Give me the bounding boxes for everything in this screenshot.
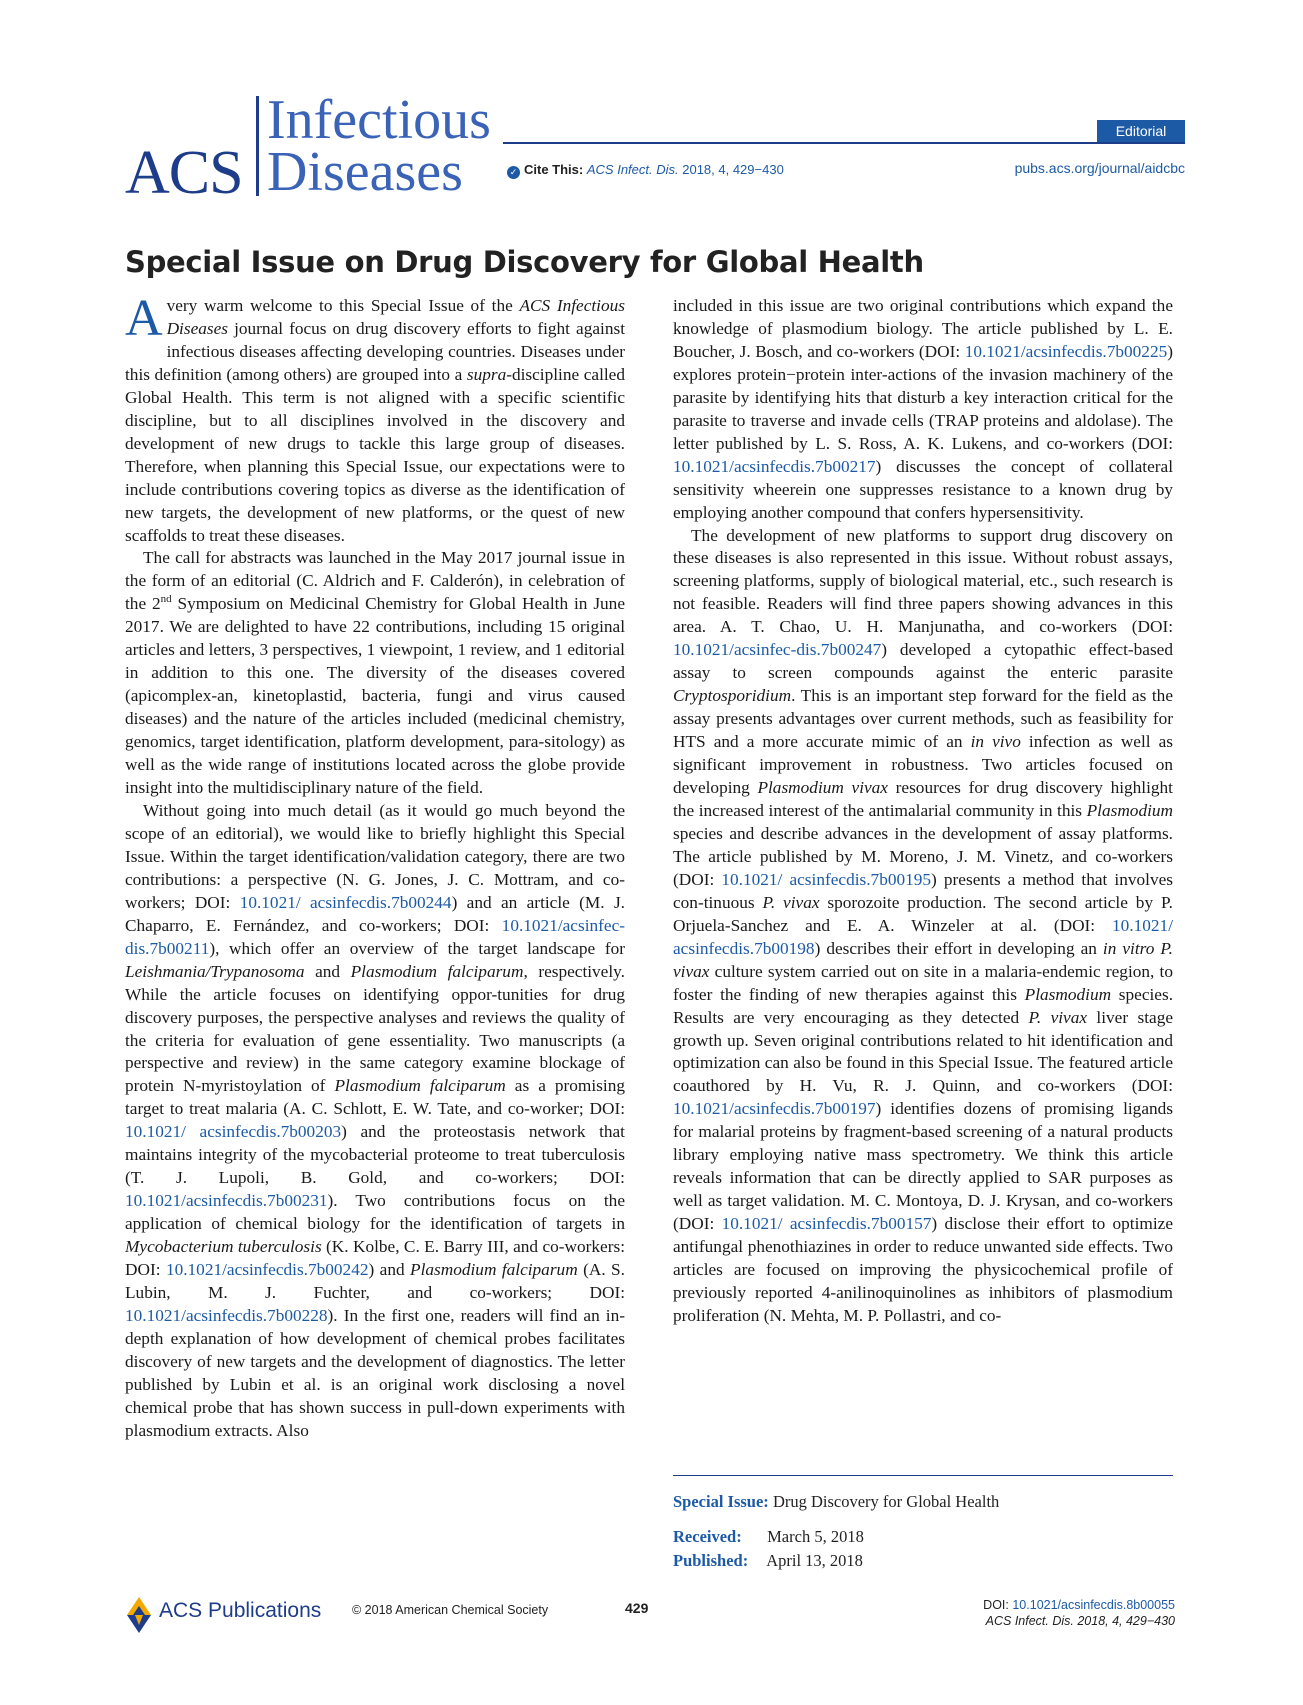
doi-link[interactable]: 10.1021/acsinfecdis.7b00242 bbox=[165, 1260, 369, 1280]
received-label: Received: bbox=[673, 1527, 742, 1546]
paragraph: included in this issue are two original contributions which expand the knowledge of plasmodium biology. The article published by L. E. Boucher, J. Bosch, and co-workers (DOI: 10.1021/acsinfecdis.7b00225) explores protein−protein inter-actions of the invasion machinery of the parasite by identifying hits that disturb a key interaction critical for the parasite to traverse and invade cells (TRAP proteins and aldolase). The letter published by L. S. Ross, A. K. Lukens, and co-workers (DOI: 10.1021/acsinfecdis.7b00217) discusses the concept of collateral sensitivity wheerein one suppresses resistance to a known drug by employing another compound that confers hypersensitivity. bbox=[673, 296, 1173, 522]
article-title: Special Issue on Drug Discovery for Global Health bbox=[125, 245, 924, 279]
doi-link[interactable]: 10.1021/ acsinfecdis.7b00203 bbox=[125, 1122, 342, 1142]
footer-doi-link[interactable]: 10.1021/acsinfecdis.8b00055 bbox=[1012, 1598, 1175, 1612]
page-number: 429 bbox=[625, 1600, 649, 1616]
footer-doi-label: DOI: bbox=[983, 1598, 1009, 1612]
paragraph: The call for abstracts was launched in the May 2017 journal issue in the form of an editorial (C. Aldrich and F. Calderón), in celebration of the 2nd Symposium on Medicinal Chemistry for Global Health in June 2017. We are delighted to have 22 contributions, including 15 original articles and letters, 3 perspectives, 1 viewpoint, 1 review, and 1 editorial in addition to this one. The diversity of the diseases covered (apicomplex-an, kinetoplastid, bacteria, fungi and virus caused diseases) and the nature of the articles included (medicinal chemistry, genomics, target identification, platform development, para-sitology) as well as the wide range of institutions located across the globe provide insight into the multidisciplinary nature of the field. bbox=[125, 548, 625, 798]
body-column-left bbox=[125, 290, 625, 1443]
cite-reference[interactable]: 2018, 4, 429−430 bbox=[682, 162, 784, 177]
drop-cap: A bbox=[125, 290, 163, 347]
doi-link[interactable]: 10.1021/acsinfec-dis.7b00211 bbox=[125, 915, 625, 958]
paragraph: Avery warm welcome to this Special Issue of the ACS Infectious Diseases journal focus on drug discovery efforts to fight against infectious diseases affecting developing countries. Diseases under this definition (among others) are grouped into a supra-discipline called Global Health. This term is not aligned with a specific scientific discipline, but to all disciplines involved in the discovery and development of new drugs to tackle this large group of diseases. Therefore, when planning this Special Issue, our expectations were to include contributions covering topics as diverse as the identification of new targets, the development of new platforms, or the quest of new scaffolds to treat these diseases. bbox=[125, 290, 625, 545]
paragraph: The development of new platforms to support drug discovery on these diseases is also represented in this issue. Without robust assays, screening platforms, supply of biological material, etc., such research is not feasible. Readers will find three papers showing advances in this area. A. T. Chao, U. H. Manjunatha, and co-workers (DOI: 10.1021/acsinfec-dis.7b00247) developed a cytopathic effect-based assay to screen compounds against the enteric parasite Cryptosporidium. This is an important step forward for the field as the assay presents advantages over current methods, such as feasibility for HTS and a more accurate mimic of an in vivo infection as well as significant improvement in robustness. Two articles focused on developing Plasmodium vivax resources for drug discovery highlight the increased interest of the antimalarial community in this Plasmodium species and describe advances in the development of assay platforms. The article published by M. Moreno, J. M. Vinetz, and co-workers (DOI: 10.1021/ acsinfecdis.7b00195) presents a method that involves con-tinuous P. vivax sporozoite production. The second article by P. Orjuela-Sanchez and E. A. Winzeler at al. (DOI: 10.1021/ acsinfecdis.7b00198) describes their effort in developing an in vitro P. vivax culture system carried out on site in a malaria-endemic region, to foster the finding of new therapies against this Plasmodium species. Results are very encouraging as they detected P. vivax liver stage growth up. Seven original contributions related to hit identification and optimization can also be found in this Special Issue. The featured article coauthored by H. Vu, R. J. Quinn, and co-workers (DOI: 10.1021/acsinfecdis.7b00197) identifies dozens of promising ligands for malarial proteins by fragment-based screening of a natural products library employing native mass spectrometry. We think this article reveals information that can be directly applied to SAR purposes as well as target validation. M. C. Montoya, D. J. Krysan, and co-workers (DOI: 10.1021/ acsinfecdis.7b00157) disclose their effort to optimize antifungal phenothiazines in order to reduce unwanted side effects. Two articles are focused on improving the physicochemical profile of previously reported 4-anilinoquinolines as inhibitors of plasmodium proliferation (N. Mehta, M. P. Pollastri, and co- bbox=[673, 525, 1174, 1325]
copyright: © 2018 American Chemical Society bbox=[352, 1603, 549, 1617]
cite-this[interactable] bbox=[507, 162, 784, 179]
journal-logo-acs: ACS bbox=[125, 139, 243, 207]
doi-link[interactable]: 10.1021/ acsinfecdis.7b00157 bbox=[721, 1214, 932, 1234]
doi-link[interactable]: 10.1021/ acsinfecdis.7b00195 bbox=[721, 869, 932, 889]
footer-citation: ACS Infect. Dis. 2018, 4, 429−430 bbox=[985, 1614, 1175, 1628]
doi-link[interactable]: 10.1021/acsinfecdis.7b00197 bbox=[673, 1099, 876, 1119]
special-issue-label: Special Issue: bbox=[673, 1492, 769, 1511]
doi-link[interactable]: 10.1021/acsinfecdis.7b00217 bbox=[673, 456, 876, 476]
metadata-rule bbox=[673, 1475, 1173, 1476]
doi-link[interactable]: 10.1021/acsinfec-dis.7b00247 bbox=[673, 640, 882, 660]
paragraph: Without going into much detail (as it would go much beyond the scope of an editorial), we would like to briefly highlight this Special Issue. Within the target identification/validation category, there are two contributions: a perspective (N. G. Jones, J. C. Mottram, and co-workers; DOI: 10.1021/ acsinfecdis.7b00244) and an article (M. J. Chaparro, E. Fernández, and co-workers; DOI: 10.1021/acsinfec-dis.7b00211), which offer an overview of the target landscape for Leishmania/Trypanosoma and Plasmodium falciparum, respectively. While the article focuses on identifying oppor-tunities for drug discovery purposes, the perspective analyses and reviews the quality of the criteria for evaluation of gene essentiality. Two manuscripts (a perspective and review) in the same category examine blockage of protein N-myristoylation of Plasmodium falciparum as a promising target to treat malaria (A. C. Schlott, E. W. Tate, and co-worker; DOI: 10.1021/ acsinfecdis.7b00203) and the proteostasis network that maintains integrity of the mycobacterial proteome to treat tuberculosis (T. J. Lupoli, B. Gold, and co-workers; DOI: 10.1021/acsinfecdis.7b00231). Two contributions focus on the application of chemical biology for the identification of targets in Mycobacterium tuberculosis (K. Kolbe, C. E. Barry III, and co-workers: DOI: 10.1021/acsinfecdis.7b00242) and Plasmodium falciparum (A. S. Lubin, M. J. Fuchter, and co-workers; DOI: 10.1021/acsinfecdis.7b00228). In the first one, readers will find an in-depth explanation of how development of chemical probes facilitates discovery of new targets and the development of diagnostics. The letter published by Lubin et al. is an original work disclosing a novel chemical probe that has shown success in pull-down experiments with plasmodium extracts. Also bbox=[125, 800, 625, 1440]
doi-link[interactable]: 10.1021/acsinfecdis.7b00228 bbox=[125, 1305, 328, 1325]
published-label: Published: bbox=[673, 1551, 749, 1570]
journal-logo-diseases: Diseases bbox=[267, 141, 463, 203]
published-line bbox=[673, 1551, 863, 1571]
received-line bbox=[673, 1527, 864, 1547]
cite-label: Cite This: bbox=[524, 162, 584, 177]
body-column-right bbox=[673, 295, 1173, 1328]
footer-doi-block bbox=[983, 1597, 1175, 1629]
article-type-badge: Editorial bbox=[1097, 120, 1185, 142]
acs-publications-logo[interactable] bbox=[125, 1593, 335, 1633]
doi-link[interactable]: 10.1021/ acsinfecdis.7b00198 bbox=[673, 915, 1173, 958]
doi-link[interactable]: 10.1021/ acsinfecdis.7b00244 bbox=[239, 892, 452, 912]
masthead bbox=[125, 89, 1185, 207]
doi-link[interactable]: 10.1021/acsinfecdis.7b00225 bbox=[964, 341, 1168, 361]
published-value: April 13, 2018 bbox=[766, 1551, 863, 1570]
cite-journal[interactable]: ACS Infect. Dis. bbox=[586, 162, 679, 177]
special-issue-value: Drug Discovery for Global Health bbox=[772, 1492, 1000, 1511]
journal-logo-infectious: Infectious bbox=[267, 89, 491, 151]
logo-divider bbox=[256, 96, 259, 196]
doi-link[interactable]: 10.1021/acsinfecdis.7b00231 bbox=[125, 1191, 328, 1211]
check-circle-icon: ✓ bbox=[507, 166, 520, 179]
header-rule bbox=[503, 142, 1185, 144]
special-issue-line bbox=[673, 1492, 999, 1512]
publisher-name: ACS Publications bbox=[159, 1599, 322, 1622]
received-value: March 5, 2018 bbox=[767, 1527, 864, 1546]
journal-url-link[interactable]: pubs.acs.org/journal/aidcbc bbox=[1014, 160, 1185, 176]
